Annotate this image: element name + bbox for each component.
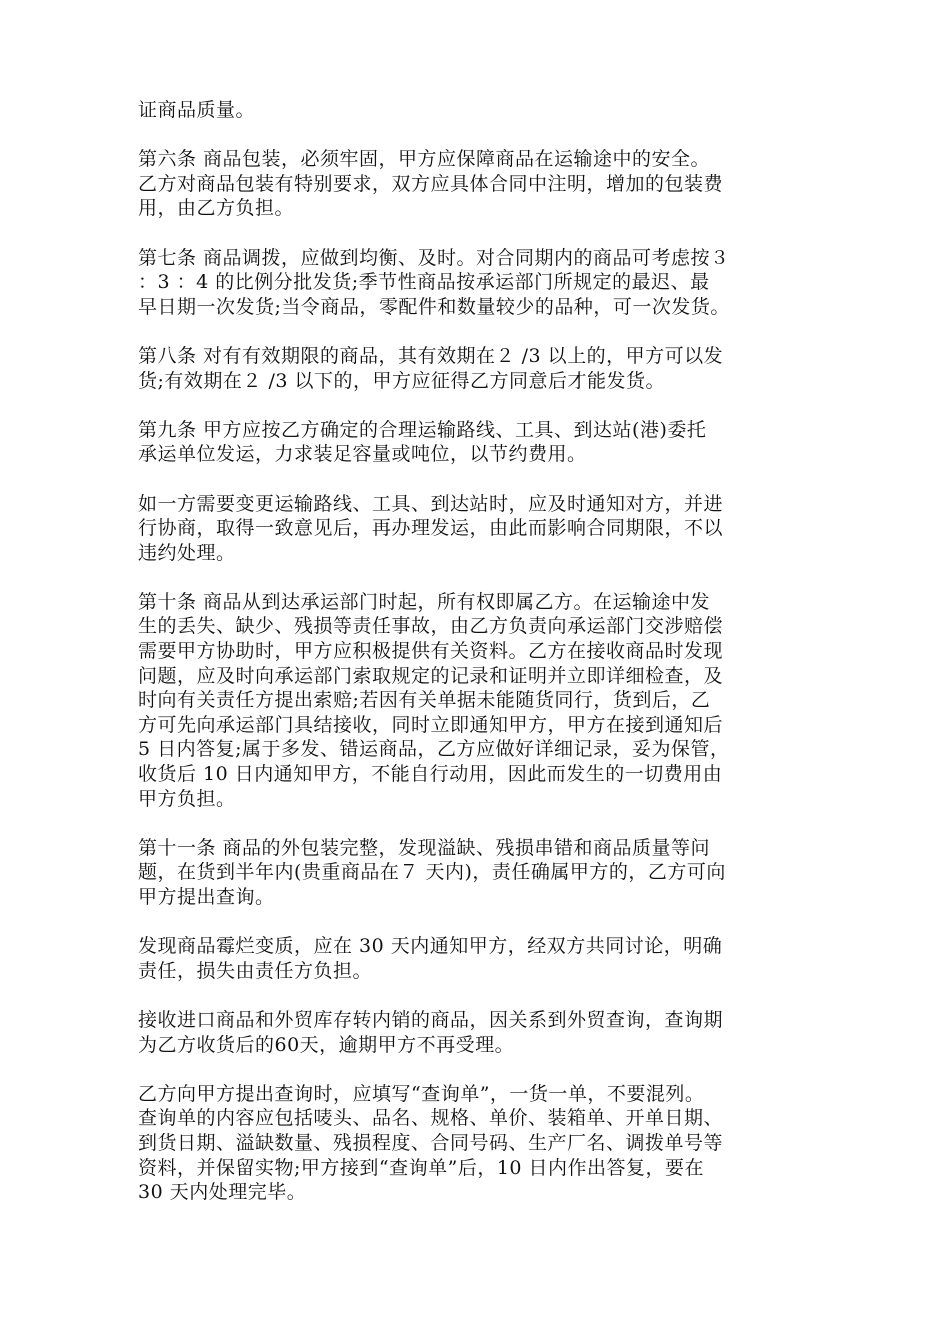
text-line: 用，由乙方负担。 (138, 197, 295, 220)
text-line: 接收进口商品和外贸库存转内销的商品，因关系到外贸查询，查询期 (138, 1008, 724, 1031)
text-line: 第十条 商品从到达承运部门时起，所有权即属乙方。在运输途中发 (138, 590, 711, 613)
paragraph-article-9 (138, 418, 820, 467)
text-line: 需要甲方协助时，甲方应积极提供有关资料。乙方在接收商品时发现 (138, 640, 724, 663)
text-line: 到货日期、溢缺数量、残损程度、合同号码、生产厂名、调拨单号等 (138, 1131, 724, 1154)
text-line: 甲方负担。 (138, 787, 236, 810)
paragraph-article-7 (138, 246, 820, 320)
text-line: 第九条 甲方应按乙方确定的合理运输路线、工具、到达站(港)委托 (138, 418, 707, 441)
text-line: 问题，应及时向承运部门索取规定的记录和证明并立即详细检查，及 (138, 664, 724, 687)
text-line: 时向有关责任方提出索赔;若因有关单据未能随货同行，货到后，乙 (138, 689, 711, 712)
document-body (138, 98, 820, 1229)
text-line: 第八条 对有有效期限的商品，其有效期在２ /3 以上的，甲方可以发 (138, 344, 724, 367)
text-line: 甲方提出查询。 (138, 886, 275, 908)
text-line: 生的丢失、缺少、残损等责任事故，由乙方负责向承运部门交涉赔偿 (138, 615, 724, 638)
paragraph-quality-end (138, 98, 820, 123)
text-line: 证商品质量。 (138, 99, 256, 121)
text-line: 5 日内答复;属于多发、错运商品，乙方应做好详细记录，妥为保管， (138, 738, 730, 761)
text-line: 查询单的内容应包括唛头、品名、规格、单价、装箱单、开单日期、 (138, 1107, 724, 1130)
text-line: 第七条 商品调拨，应做到均衡、及时。对合同期内的商品可考虑按３ (138, 246, 730, 269)
text-line: 乙方向甲方提出查询时，应填写“查询单”，一货一单，不要混列。 (138, 1082, 705, 1105)
text-line: 货;有效期在２ /3 以下的，甲方应征得乙方同意后才能发货。 (138, 369, 665, 392)
text-line: 题，在货到半年内(贵重商品在７ 天内)，责任确属甲方的，乙方可向 (138, 861, 726, 884)
paragraph-route-change (138, 492, 820, 566)
text-line: 30 天内处理完毕。 (138, 1181, 307, 1204)
paragraph-article-11 (138, 836, 820, 910)
paragraph-article-6 (138, 147, 820, 221)
text-line: 如一方需要变更运输路线、工具、到达站时，应及时通知对方，并进 (138, 492, 724, 515)
text-line: 行协商，取得一致意见后，再办理发运，由此而影响合同期限，不以 (138, 517, 724, 540)
text-line: 第十一条 商品的外包装完整，发现溢缺、残损串错和商品质量等问 (138, 836, 711, 859)
text-line: 承运单位发运，力求装足容量或吨位，以节约费用。 (138, 443, 587, 466)
text-line: 第六条 商品包装，必须牢固，甲方应保障商品在运输途中的安全。 (138, 148, 711, 171)
paragraph-import-goods (138, 1008, 820, 1057)
text-line: 责任，损失由责任方负担。 (138, 959, 373, 982)
paragraph-spoilage (138, 934, 820, 983)
text-line: 资料，并保留实物;甲方接到“查询单”后，10 日内作出答复，要在 (138, 1156, 705, 1179)
text-line: 发现商品霉烂变质，应在 30 天内通知甲方，经双方共同讨论，明确 (138, 935, 723, 958)
text-line: 为乙方收货后的60天，逾期甲方不再受理。 (138, 1033, 515, 1056)
paragraph-article-8 (138, 344, 820, 393)
text-line: 违约处理。 (138, 541, 236, 564)
text-line: 方可先向承运部门具结接收，同时立即通知甲方，甲方在接到通知后 (138, 713, 724, 736)
text-line: 收货后 10 日内通知甲方，不能自行动用，因此而发生的一切费用由 (138, 763, 723, 786)
text-line: ：3 ：4 的比例分批发货;季节性商品按承运部门所规定的最迟、最 (138, 271, 710, 294)
paragraph-inquiry-form (138, 1082, 820, 1205)
text-line: 早日期一次发货;当令商品，零配件和数量较少的品种，可一次发货。 (138, 295, 730, 318)
paragraph-article-10 (138, 590, 820, 811)
text-line: 乙方对商品包装有特别要求，双方应具体合同中注明，增加的包装费 (138, 172, 724, 195)
